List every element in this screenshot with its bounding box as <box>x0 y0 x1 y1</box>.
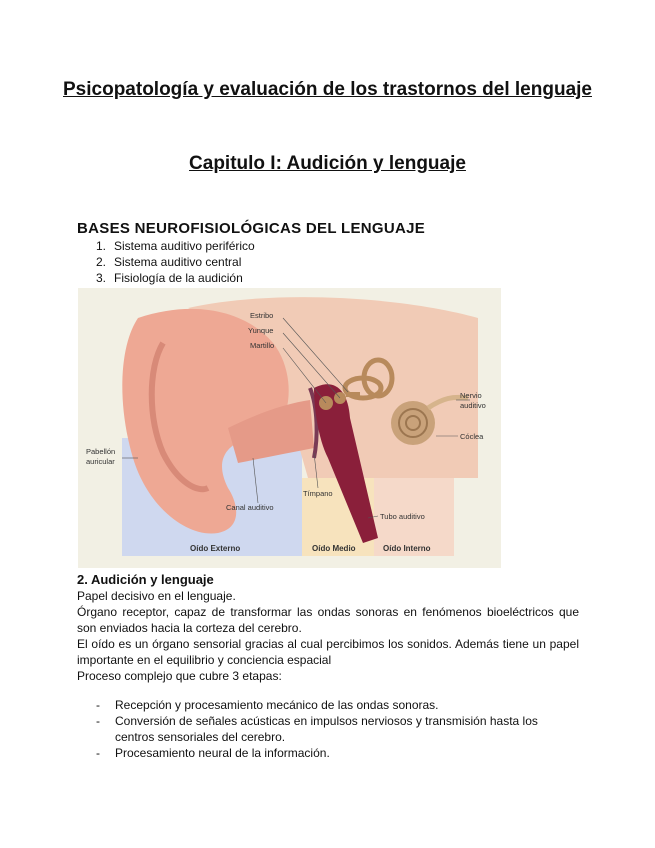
list-number: 1. <box>96 239 107 253</box>
list-number: 2. <box>96 255 107 269</box>
label-nervio-2: auditivo <box>460 401 486 410</box>
numbered-list <box>96 238 255 286</box>
paragraph: Proceso complejo que cubre 3 etapas: <box>77 669 282 683</box>
label-coclea: Cóclea <box>460 432 484 441</box>
bullet-text: Procesamiento neural de la información. <box>115 746 330 760</box>
paragraph: Papel decisivo en el lenguaje. <box>77 589 236 603</box>
list-text: Sistema auditivo periférico <box>114 239 255 253</box>
band-label-externo: Oído Externo <box>190 544 241 553</box>
subsection-heading: 2. Audición y lenguaje <box>77 572 214 587</box>
label-martillo: Martillo <box>250 341 275 350</box>
paragraph: Órgano receptor, capaz de transformar las ondas sonoras en fenómenos bioeléctricos que son enviados hacia la corteza del cerebro. <box>77 605 579 635</box>
paragraph: El oído es un órgano sensorial gracias al cual percibimos los sonidos. Además tiene un papel importante en el equilibrio y conciencia espacial <box>77 637 579 667</box>
label-pabellon-1: Pabellón <box>86 447 116 456</box>
label-pabellon-2: auricular <box>86 457 115 466</box>
label-yunque: Yunque <box>248 326 274 335</box>
list-text: Fisiología de la audición <box>114 271 243 285</box>
bullet-marker: - <box>96 746 100 760</box>
bullet-marker: - <box>96 698 100 712</box>
list-item <box>96 270 255 286</box>
label-estribo: Estribo <box>250 311 274 320</box>
section-heading: BASES NEUROFISIOLÓGICAS DEL LENGUAJE <box>77 220 426 237</box>
bullet-text: Recepción y procesamiento mecánico de las ondas sonoras. <box>115 698 439 712</box>
bullet-marker: - <box>96 714 100 728</box>
band-label-medio: Oído Medio <box>312 544 356 553</box>
bullet-list <box>96 697 579 761</box>
chapter-title: Capitulo I: Audición y lenguaje <box>189 153 466 174</box>
ear-anatomy-figure <box>78 288 501 568</box>
label-canal: Canal auditivo <box>226 503 274 512</box>
bullet-item <box>96 697 579 713</box>
ear-diagram <box>78 288 501 568</box>
label-timpano: Tímpano <box>303 489 333 498</box>
band-label-interno: Oído Interno <box>383 544 431 553</box>
list-item <box>96 238 255 254</box>
bullet-item <box>96 713 579 745</box>
list-text: Sistema auditivo central <box>114 255 242 269</box>
list-number: 3. <box>96 271 107 285</box>
label-tubo: Tubo auditivo <box>380 512 425 521</box>
list-item <box>96 254 255 270</box>
bullet-item <box>96 745 579 761</box>
document-title: Psicopatología y evaluación de los trastornos del lenguaje <box>63 79 592 100</box>
label-nervio-1: Nervio <box>460 391 482 400</box>
bullet-text: Conversión de señales acústicas en impulsos nerviosos y transmisión hasta los centros sensoriales del cerebro. <box>115 714 538 744</box>
